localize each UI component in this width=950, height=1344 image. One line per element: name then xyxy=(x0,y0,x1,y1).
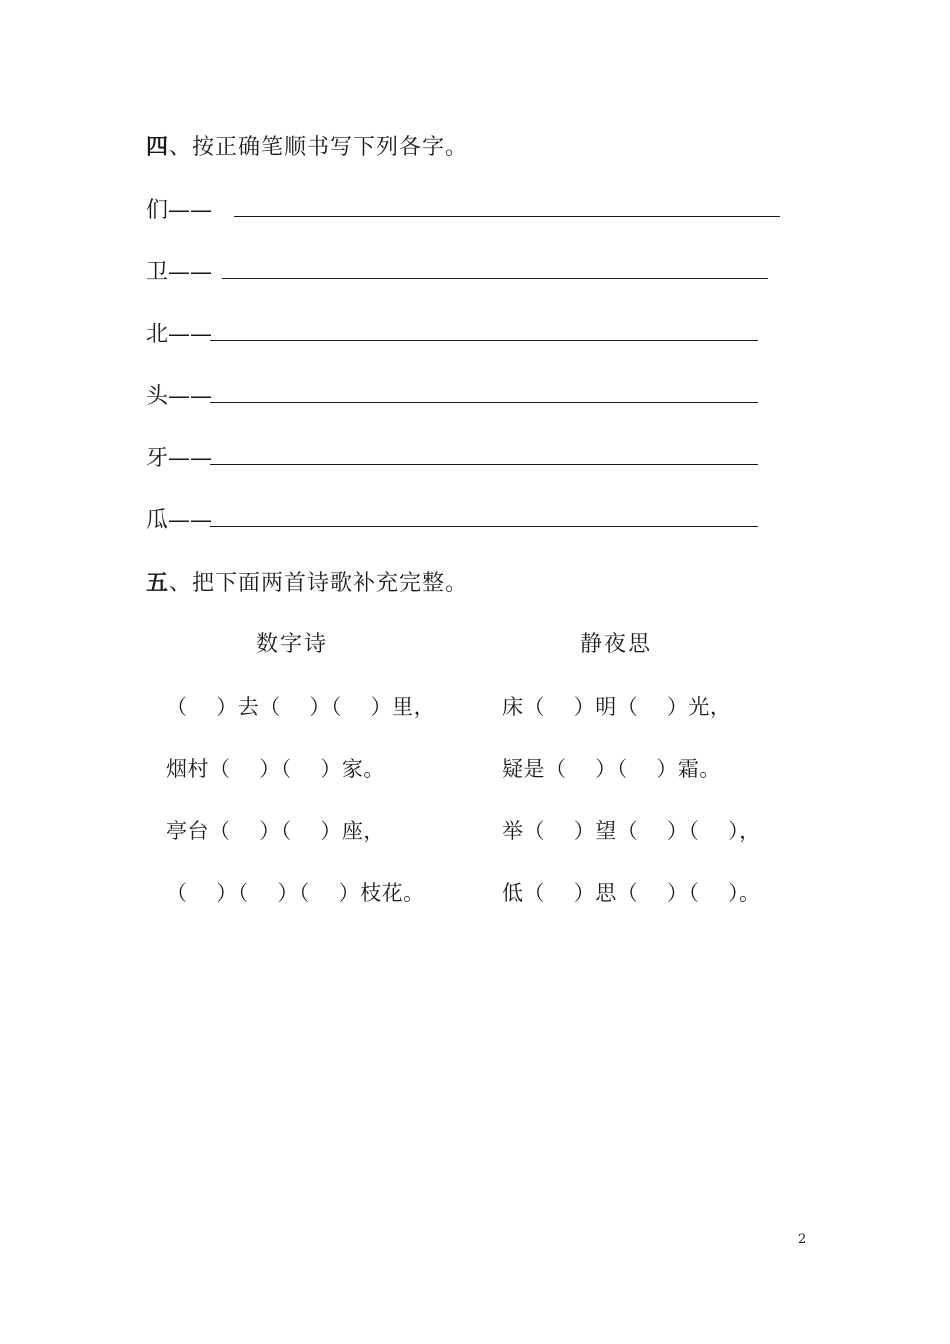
section-4-heading xyxy=(146,132,468,163)
stroke-row xyxy=(146,506,212,536)
stroke-answer-line[interactable] xyxy=(210,464,758,465)
stroke-row xyxy=(146,444,212,474)
stroke-char: 北 xyxy=(146,322,169,347)
stroke-char: 头 xyxy=(146,384,169,409)
stroke-char: 瓜 xyxy=(146,508,169,533)
poem-right-line[interactable]: 举（ ）望（ ）（ ）， xyxy=(502,819,761,843)
section-5-heading xyxy=(146,568,468,599)
stroke-answer-line[interactable] xyxy=(234,216,780,217)
stroke-dash: —— xyxy=(168,384,213,409)
section-4-number: 四 xyxy=(146,134,170,160)
stroke-char: 牙 xyxy=(146,446,169,471)
stroke-row xyxy=(146,382,212,412)
stroke-dash: —— xyxy=(168,446,213,471)
poem-right-title: 静夜思 xyxy=(580,632,653,657)
stroke-row xyxy=(146,320,212,350)
stroke-dash: —— xyxy=(168,322,213,347)
stroke-answer-line[interactable] xyxy=(210,402,758,403)
stroke-dash: —— xyxy=(168,508,213,533)
poem-left-line[interactable]: （ ）（ ）（ ）枝花。 xyxy=(166,881,425,905)
page-number: 2 xyxy=(798,1232,807,1247)
stroke-dash: —— xyxy=(168,260,213,285)
poem-left-line[interactable]: 亭台（ ）（ ）座， xyxy=(166,819,385,843)
stroke-char: 卫 xyxy=(146,260,169,285)
stroke-row xyxy=(146,258,212,288)
stroke-answer-line[interactable] xyxy=(210,340,758,341)
stroke-char: 们 xyxy=(146,198,169,223)
poem-left-line[interactable]: 烟村（ ）（ ）家。 xyxy=(166,757,385,781)
stroke-dash: —— xyxy=(168,198,213,223)
poem-right-line[interactable]: 床（ ）明（ ）光， xyxy=(502,695,732,719)
section-4-instruction: 、按正确笔顺书写下列各字。 xyxy=(169,135,469,160)
section-5-number: 五 xyxy=(146,570,170,596)
stroke-row xyxy=(146,196,212,226)
stroke-answer-line[interactable] xyxy=(222,278,768,279)
poem-left-title: 数字诗 xyxy=(256,632,329,657)
poem-right-line[interactable]: 疑是（ ）（ ）霜。 xyxy=(502,757,721,781)
poem-right-line[interactable]: 低（ ）思（ ）（ ）。 xyxy=(502,881,761,905)
section-5-instruction: 、把下面两首诗歌补充完整。 xyxy=(169,571,469,596)
stroke-answer-line[interactable] xyxy=(210,526,758,527)
poem-left-line[interactable]: （ ）去（ ）（ ）里， xyxy=(166,695,436,719)
